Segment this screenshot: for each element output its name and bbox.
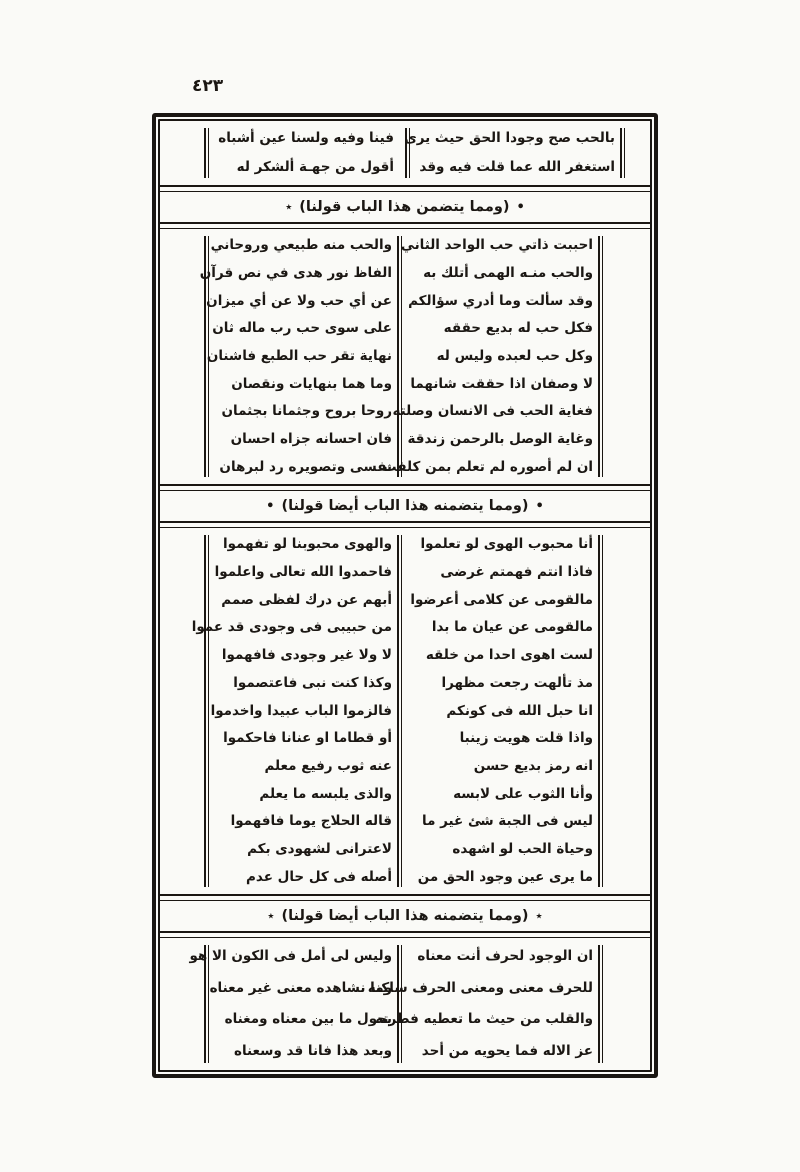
hemistich: فغاية الحب فى الانسان وصلته	[392, 403, 593, 420]
hemistich: وبعد هذا فانا قد وسعناه	[234, 1042, 392, 1059]
hemistich: ليس فى الجبة شئ غير ما	[422, 813, 593, 830]
hemistich: فينا وفيه ولسنا عين أشباه	[218, 130, 394, 147]
poem-section-2	[160, 229, 650, 484]
hemistich: عن أي حب ولا عن أي ميزان	[206, 292, 392, 309]
sadr-column	[404, 124, 615, 182]
section-header-text: (ومما يتضمن هذا الباب قولنا)	[299, 199, 510, 215]
hemistich: نفسى وتصويره رد لبرهان	[219, 458, 392, 475]
hemistich: أنا محبوب الهوى لو تعلموا	[420, 536, 593, 553]
hemistich: وأنا الثوب على لابسه	[453, 785, 593, 802]
hemistich: فكل حب له بديع حققه	[443, 320, 593, 337]
section-header-2	[160, 484, 650, 528]
hemistich: عز الاله فما يحويه من أحد	[421, 1042, 593, 1059]
hemistich: أقول من جهـة ألشكر له	[236, 159, 394, 176]
hemistich: والقلب من حيث ما تعطيه فطرته	[375, 1011, 593, 1028]
double-rule	[160, 185, 650, 192]
ornament-right: •	[535, 498, 544, 514]
ornament-left: ٭	[285, 199, 293, 215]
column-rule-right	[598, 535, 603, 887]
hemistich: والذى يلبسه ما يعلم	[259, 785, 392, 802]
hemistich: والهوى محبوبنا لو تفهموا	[222, 536, 392, 553]
double-rule	[160, 484, 650, 491]
ornament-left: •	[266, 498, 275, 514]
double-rule	[160, 894, 650, 901]
hemistich: وكل حب لعبده وليس له	[436, 348, 593, 365]
hemistich: انا حبل الله فى كونكم	[446, 702, 593, 719]
hemistich: للحرف معنى ومعنى الحرف ساكنه	[367, 979, 593, 996]
ornament-left: ٭	[267, 908, 275, 924]
hemistich: مالقومى عن كلامى أعرضوا	[410, 591, 593, 608]
poem-section-4	[160, 938, 650, 1070]
hemistich: لست اهوى احدا من خلقه	[425, 647, 593, 664]
column-rule-right	[598, 236, 603, 477]
section-header-3	[160, 894, 650, 938]
column-rule-right	[598, 945, 603, 1063]
page-frame-inner	[158, 119, 652, 1072]
double-rule	[160, 931, 650, 938]
page-frame	[152, 113, 658, 1078]
hemistich: ان الوجود لحرف أنت معناه	[417, 948, 593, 965]
hemistich: لا وصفان اذا حققت شانهما	[410, 375, 593, 392]
hemistich: استغفر الله عما قلت فيه وقد	[419, 159, 615, 176]
hemistich: عنه ثوب رفيع معلم	[264, 757, 392, 774]
poem-section-3	[160, 528, 650, 894]
hemistich: لا ولا غير وجودى فافهموا	[221, 647, 392, 664]
poem-section-1	[160, 121, 650, 185]
ornament-right: ٭	[535, 908, 543, 924]
ornament-right: •	[516, 199, 525, 215]
column-rule-gutter	[397, 535, 402, 887]
section-header-text: (ومما يتضمنه هذا الباب أيضا قولنا)	[281, 908, 529, 924]
sadr-column	[383, 232, 593, 481]
hemistich: واذا قلت هويت زينبا	[459, 730, 593, 747]
ajz-column	[191, 531, 392, 891]
hemistich: مذ تألهت رجعت مظهرا	[441, 674, 593, 691]
hemistich: لاعترانى لشهودى بكم	[247, 840, 392, 857]
hemistich: وما نشاهده معنى غير معناه	[209, 979, 392, 996]
section-header-text: (ومما يتضمنه هذا الباب أيضا قولنا)	[281, 498, 529, 514]
hemistich: فاحمدوا الله تعالى واعلموا	[214, 564, 392, 581]
hemistich: ما يرى عين وجود الحق من	[417, 868, 593, 885]
hemistich: أو قطاما او عنانا فاحكموا	[223, 730, 392, 747]
hemistich: مالقومى عن عيان ما بدا	[431, 619, 593, 636]
sadr-column	[367, 941, 593, 1067]
hemistich: والحب منـه الهمى أتلك به	[423, 265, 593, 282]
hemistich: فاذا انتم فهمتم غرضى	[440, 564, 593, 581]
section-header-1	[160, 185, 650, 229]
hemistich: على سوى حب رب ماله ثان	[212, 320, 392, 337]
column-rule-left	[204, 535, 209, 887]
hemistich: وقد سألت وما أدري سؤالكم	[408, 292, 593, 309]
column-rule-right	[620, 128, 625, 178]
hemistich: نهاية تقر حب الطبع فاشنان	[206, 348, 392, 365]
double-rule	[160, 222, 650, 229]
column-rule-left	[204, 128, 209, 178]
sadr-column	[407, 531, 593, 891]
hemistich: وكذا كنت نبى فاعتصموا	[233, 674, 392, 691]
double-rule	[160, 521, 650, 528]
hemistich: أبهم عن درك لفظى صمم	[221, 591, 392, 608]
hemistich: وغاية الوصل بالرحمن زندقة	[407, 430, 593, 447]
hemistich: وليس لى أمل فى الكون الا هو	[189, 948, 392, 965]
hemistich: فالزموا الباب عبيدا واخدموا	[210, 702, 392, 719]
hemistich: ان لم أصوره لم تعلم بمن كلفت	[383, 458, 593, 475]
column-rule-gutter	[397, 945, 402, 1063]
hemistich: فان احسانه جزاه احسان	[230, 430, 392, 447]
hemistich: وحياة الحب لو اشهده	[452, 840, 593, 857]
hemistich: بالحب صح وجودا الحق حيث يرى	[404, 130, 615, 147]
hemistich: انه رمز بديع حسن	[473, 757, 593, 774]
ajz-column	[189, 941, 392, 1067]
hemistich: وما هما بنهايات ونقصان	[231, 375, 392, 392]
hemistich: والحب منه طبيعي وروحاني	[210, 237, 392, 254]
hemistich: الفاظ نور هدى في نص قرآن	[199, 265, 392, 282]
page-number: ٤٢٣	[192, 76, 224, 96]
hemistich: قاله الحلاج يوما فافهموا	[230, 813, 392, 830]
hemistich: احببت ذاتي حب الواحد الثاني	[400, 237, 593, 254]
column-rule-gutter	[397, 236, 402, 477]
hemistich: يحول ما بين معناه ومغناه	[224, 1011, 392, 1028]
hemistich: من حبيبى فى وجودى قد عموا	[191, 619, 392, 636]
ajz-column	[212, 124, 394, 182]
hemistich: أصله فى كل حال عدم	[246, 868, 392, 885]
hemistich: روحا بروح وجثمانا بجثمان	[221, 403, 392, 420]
ajz-column	[199, 232, 392, 481]
